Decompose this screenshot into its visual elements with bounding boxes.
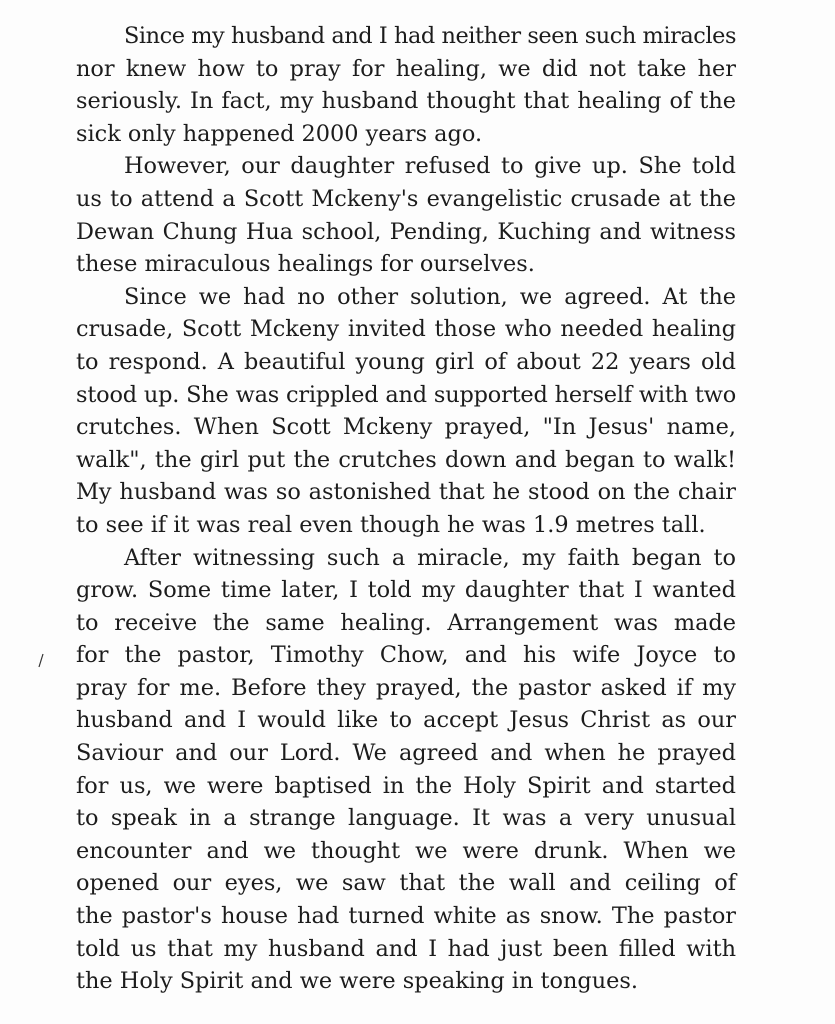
text-line: nor knew how to pray for healing, we did not take her (76, 55, 736, 82)
text-line: husband and I would like to accept Jesus Christ as our (76, 707, 736, 734)
text-line: sick only happened 2000 years ago. (76, 120, 483, 147)
text-line: to respond. A beautiful young girl of about 22 years old (76, 348, 736, 375)
text-line: the Holy Spirit and we were speaking in tongues. (76, 968, 639, 995)
text-line: walk", the girl put the crutches down and began to walk! (76, 446, 736, 473)
text-line: Since my husband and I had neither seen such miracles (124, 23, 736, 49)
text-line: us to attend a Scott Mckeny's evangelistic crusade at the (76, 185, 736, 212)
text-line: opened our eyes, we saw that the wall and ceiling of (76, 870, 736, 897)
text-line: Saviour and our Lord. We agreed and when he prayed (76, 740, 736, 767)
text-line: the pastor's house had turned white as snow. The pastor (76, 903, 736, 930)
pen-stroke-mark (36, 652, 46, 670)
text-line: seriously. In fact, my husband thought that healing of the (76, 88, 736, 115)
text-line: pray for me. Before they prayed, the pastor asked if my (76, 674, 736, 701)
body-text (76, 20, 736, 998)
text-line: encounter and we thought we were drunk. When we (76, 837, 736, 864)
text-line: to speak in a strange language. It was a very unusual (76, 805, 736, 832)
text-line: Dewan Chung Hua school, Pending, Kuching and witness (76, 218, 736, 245)
text-line: However, our daughter refused to give up. She told (124, 153, 736, 180)
text-line: crutches. When Scott Mckeny prayed, "In Jesus' name, (76, 414, 736, 441)
text-line: told us that my husband and I had just been filled with (76, 935, 736, 962)
text-line: My husband was so astonished that he stood on the chair (76, 479, 736, 506)
text-line: for us, we were baptised in the Holy Spirit and started (76, 772, 736, 799)
text-line: for the pastor, Timothy Chow, and his wife Joyce to (76, 642, 736, 669)
text-line: grow. Some time later, I told my daughter that I wanted (76, 577, 736, 604)
text-line: After witnessing such a miracle, my faith began to (124, 544, 736, 571)
text-line: Since we had no other solution, we agreed. At the (124, 283, 736, 310)
text-line: to receive the same healing. Arrangement was made (76, 609, 736, 636)
text-line: to see if it was real even though he was 1.9 metres tall. (76, 511, 706, 538)
text-line: these miraculous healings for ourselves. (76, 251, 535, 278)
text-line: stood up. She was crippled and supported herself with two (76, 381, 737, 408)
text-line: crusade, Scott Mckeny invited those who needed healing (76, 316, 736, 343)
